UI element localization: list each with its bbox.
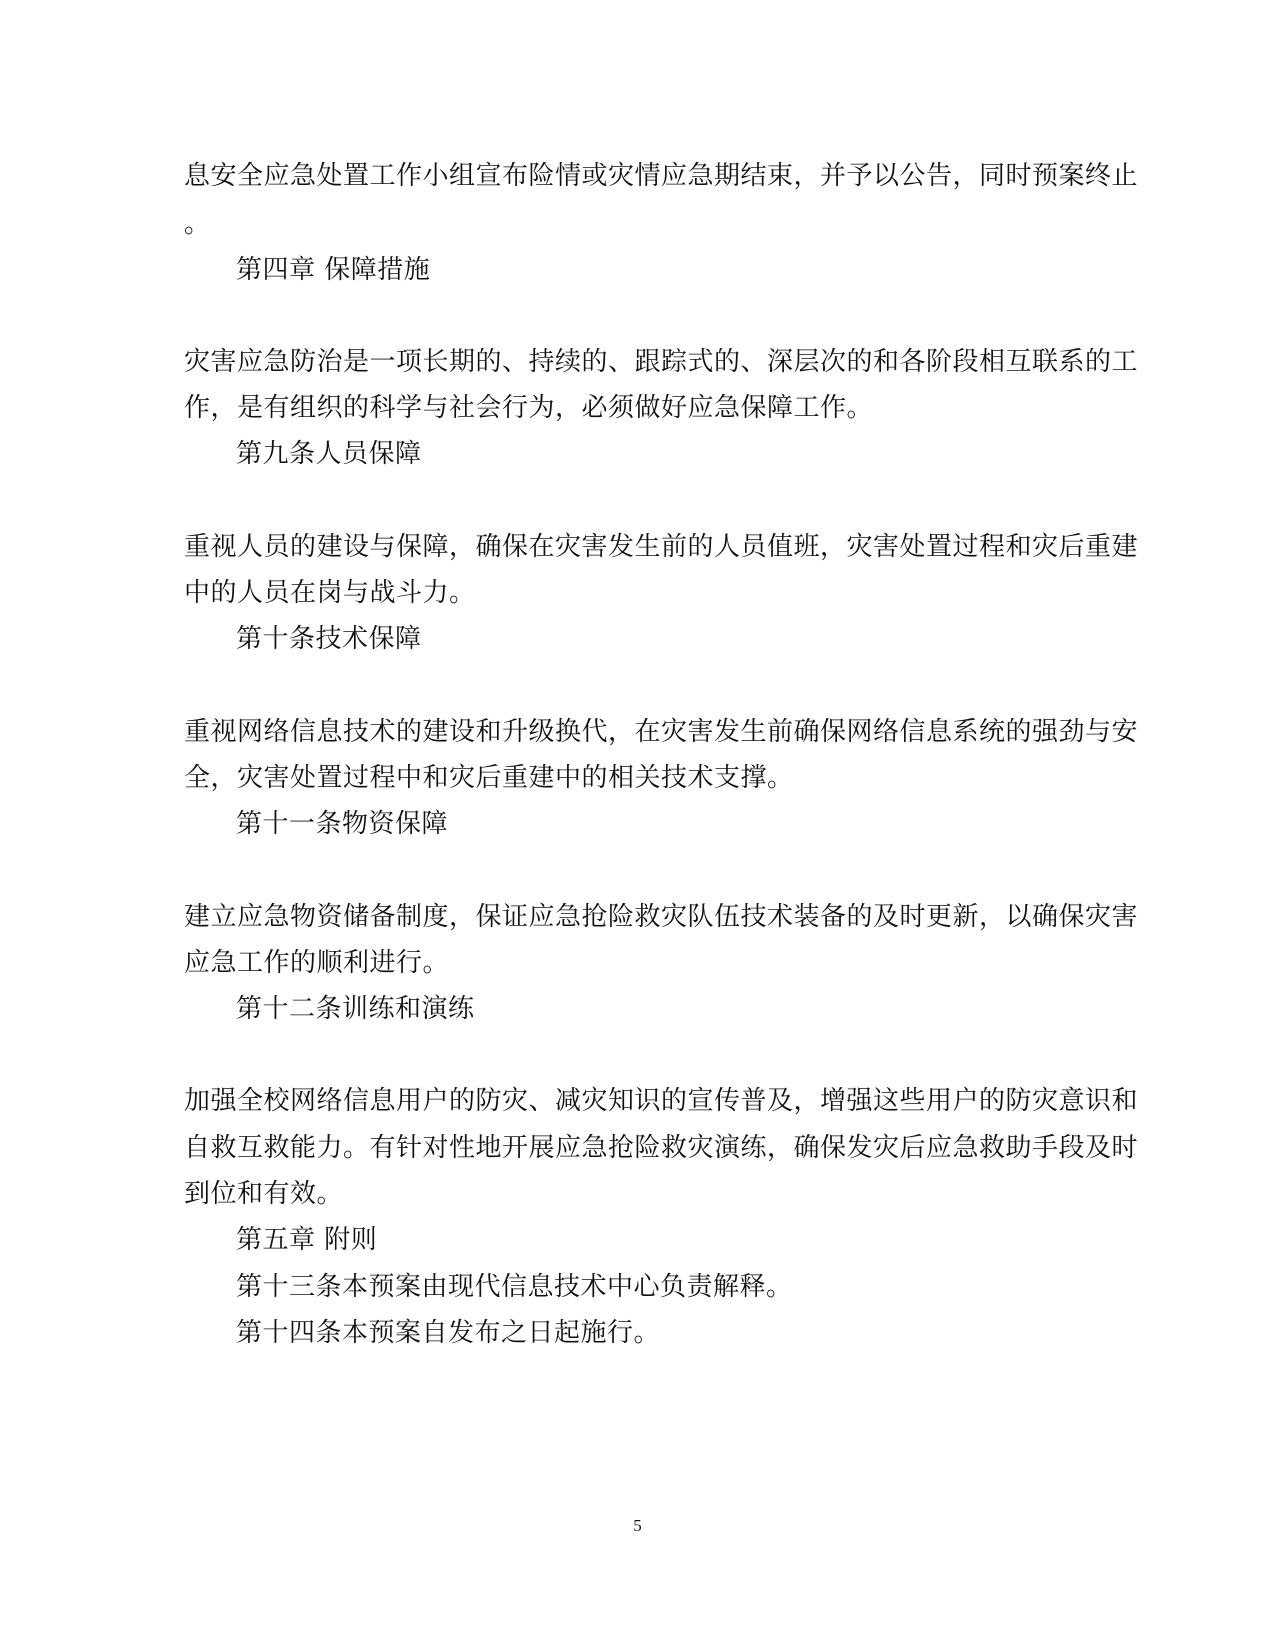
paragraph-line: 息安全应急处置工作小组宣布险情或灾情应急期结束，并予以公告，同时预案终止 [184, 161, 1139, 191]
paragraph-line: 应急工作的顺利进行。 [184, 948, 450, 978]
paragraph-line: 建立应急物资储备制度，保证应急抢险救灾队伍技术装备的及时更新，以确保灾害 [184, 902, 1139, 932]
article-line: 第十三条本预案由现代信息技术中心负责解释。 [236, 1272, 793, 1302]
paragraph-line: 重视网络信息技术的建设和升级换代，在灾害发生前确保网络信息系统的强劲与安 [184, 717, 1139, 747]
article-line: 第十四条本预案自发布之日起施行。 [236, 1318, 661, 1348]
page-number: 5 [633, 1516, 642, 1535]
paragraph-line: 灾害应急防治是一项长期的、持续的、跟踪式的、深层次的和各阶段相互联系的工 [184, 347, 1139, 377]
article-heading: 第九条人员保障 [236, 439, 422, 469]
article-heading: 第十一条物资保障 [236, 809, 449, 839]
paragraph-line: 作，是有组织的科学与社会行为，必须做好应急保障工作。 [184, 393, 874, 423]
paragraph-line: 中的人员在岗与战斗力。 [184, 578, 476, 608]
paragraph-line: 到位和有效。 [184, 1179, 344, 1209]
article-heading: 第十二条训练和演练 [236, 994, 475, 1024]
paragraph-line: 。 [184, 209, 211, 239]
paragraph-line: 加强全校网络信息用户的防灾、减灾知识的宣传普及，增强这些用户的防灾意识和 [184, 1086, 1139, 1116]
chapter-heading: 第五章 附则 [236, 1225, 378, 1255]
paragraph-line: 自救互救能力。有针对性地开展应急抢险救灾演练，确保发灾后应急救助手段及时 [184, 1133, 1139, 1163]
paragraph-line: 全，灾害处置过程中和灾后重建中的相关技术支撑。 [184, 763, 794, 793]
paragraph-line: 重视人员的建设与保障，确保在灾害发生前的人员值班，灾害处置过程和灾后重建 [184, 532, 1139, 562]
chapter-heading: 第四章 保障措施 [236, 255, 431, 285]
article-heading: 第十条技术保障 [236, 624, 422, 654]
